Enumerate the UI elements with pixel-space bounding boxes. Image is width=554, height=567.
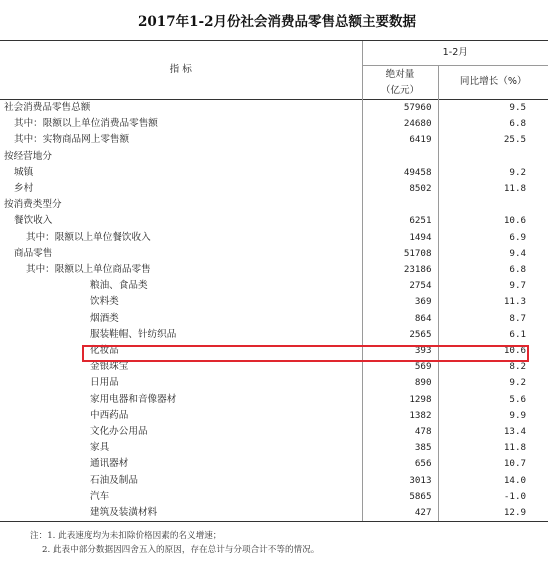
- row-value: [362, 197, 438, 213]
- row-growth: 9.9: [438, 408, 548, 424]
- row-value: 6251: [362, 213, 438, 229]
- table-row: [0, 327, 548, 343]
- row-label: 按经营地分: [4, 150, 52, 162]
- row-value: 5865: [362, 489, 438, 505]
- header-growth: 同比增长（%）: [438, 66, 548, 100]
- row-label: 服装鞋帽、针纺织品: [90, 328, 177, 340]
- footnote-1: 注：1. 此表速度均为未扣除价格因素的名义增速；: [30, 531, 222, 541]
- row-value: [362, 149, 438, 165]
- table-row: [0, 424, 548, 440]
- row-label: 汽车: [90, 490, 110, 502]
- row-value: 3013: [362, 473, 438, 489]
- row-value: 49458: [362, 165, 438, 181]
- table-row: [0, 278, 548, 294]
- row-label: 其中：限额以上单位餐饮收入: [26, 231, 151, 243]
- table-row: [0, 213, 548, 229]
- row-label: 烟酒类: [90, 312, 119, 324]
- table-row: [0, 375, 548, 391]
- row-value: 2754: [362, 278, 438, 294]
- row-growth: [438, 149, 548, 165]
- row-value: 385: [362, 440, 438, 456]
- header-period: 1-2月: [362, 41, 548, 66]
- row-value: 1298: [362, 392, 438, 408]
- row-growth: 14.0: [438, 473, 548, 489]
- table-row: [0, 505, 548, 522]
- row-value: 6419: [362, 132, 438, 148]
- table-row: [0, 116, 548, 132]
- row-growth: 11.8: [438, 181, 548, 197]
- table-row: [0, 473, 548, 489]
- row-value: 51708: [362, 246, 438, 262]
- row-label: 中西药品: [90, 409, 129, 421]
- row-value: 393: [362, 343, 438, 359]
- row-label: 其中：限额以上单位消费品零售额: [14, 118, 158, 130]
- row-label: 家用电器和音像器材: [90, 393, 177, 405]
- table-title: 2017年1-2月份社会消费品零售总额主要数据: [138, 14, 416, 30]
- table-row: [0, 165, 548, 181]
- row-label: 饮料类: [90, 296, 119, 308]
- table-row: [0, 489, 548, 505]
- row-label: 家具: [90, 442, 110, 454]
- row-growth: 8.7: [438, 311, 548, 327]
- row-growth: -1.0: [438, 489, 548, 505]
- row-label: 金银珠宝: [90, 361, 129, 373]
- row-growth: [438, 197, 548, 213]
- row-value: 57960: [362, 100, 438, 117]
- retail-data-table: [0, 40, 548, 522]
- row-growth: 6.1: [438, 327, 548, 343]
- table-row: [0, 294, 548, 310]
- row-growth: 10.7: [438, 456, 548, 472]
- table-row: [0, 392, 548, 408]
- row-label: 建筑及装潢材料: [0, 505, 362, 522]
- row-growth: 6.9: [438, 230, 548, 246]
- row-growth: 12.9: [438, 505, 548, 522]
- row-label: 社会消费品零售总额: [0, 100, 362, 117]
- row-value: 478: [362, 424, 438, 440]
- row-label: 按消费类型分: [4, 199, 62, 211]
- table-row: [0, 230, 548, 246]
- table-row: [0, 100, 548, 117]
- row-value: 427: [362, 505, 438, 522]
- row-label: 其中：限额以上单位商品零售: [26, 264, 151, 276]
- row-label: 化妆品: [90, 345, 119, 357]
- row-growth: 10.6: [438, 343, 548, 359]
- table-row: [0, 132, 548, 148]
- row-growth: 6.8: [438, 116, 548, 132]
- row-value: 656: [362, 456, 438, 472]
- row-label: 城镇: [14, 166, 34, 178]
- row-label: 日用品: [90, 377, 119, 389]
- table-row: [0, 181, 548, 197]
- footnote-2: 2. 此表中部分数据因四舍五入的原因，存在总计与分项合计不等的情况。: [42, 545, 320, 555]
- header-abs-unit: （亿元）: [362, 83, 438, 100]
- row-growth: 10.6: [438, 213, 548, 229]
- row-value: 1494: [362, 230, 438, 246]
- row-value: 569: [362, 359, 438, 375]
- row-growth: 8.2: [438, 359, 548, 375]
- row-label: 餐饮收入: [14, 215, 53, 227]
- row-value: 8502: [362, 181, 438, 197]
- row-value: 2565: [362, 327, 438, 343]
- row-label: 文化办公用品: [90, 426, 148, 438]
- row-growth: 9.2: [438, 375, 548, 391]
- row-value: 24680: [362, 116, 438, 132]
- row-growth: 11.8: [438, 440, 548, 456]
- row-label: 粮油、食品类: [90, 280, 148, 292]
- row-growth: 9.2: [438, 165, 548, 181]
- table-row: [0, 311, 548, 327]
- row-label: 商品零售: [14, 247, 53, 259]
- row-label: 其中：实物商品网上零售额: [14, 134, 130, 146]
- row-growth: 9.5: [438, 100, 548, 117]
- row-growth: 9.7: [438, 278, 548, 294]
- table-row: [0, 262, 548, 278]
- row-growth: 11.3: [438, 294, 548, 310]
- row-value: 23186: [362, 262, 438, 278]
- row-growth: 9.4: [438, 246, 548, 262]
- row-growth: 5.6: [438, 392, 548, 408]
- row-label: 乡村: [14, 183, 34, 195]
- row-growth: 6.8: [438, 262, 548, 278]
- row-label: 石油及制品: [90, 474, 138, 486]
- table-row: [0, 197, 548, 213]
- table-row: [0, 456, 548, 472]
- row-value: 890: [362, 375, 438, 391]
- row-value: 369: [362, 294, 438, 310]
- row-growth: 13.4: [438, 424, 548, 440]
- row-value: 1382: [362, 408, 438, 424]
- table-row: [0, 246, 548, 262]
- footnotes: [30, 529, 319, 557]
- highlight-box-cosmetics: [82, 345, 529, 362]
- row-growth: 25.5: [438, 132, 548, 148]
- row-value: 864: [362, 311, 438, 327]
- header-abs-value: 绝对量: [362, 66, 438, 84]
- header-indicator: 指 标: [0, 41, 362, 100]
- row-label: 通讯器材: [90, 458, 129, 470]
- table-row: [0, 440, 548, 456]
- table-row: [0, 149, 548, 165]
- table-row: [0, 408, 548, 424]
